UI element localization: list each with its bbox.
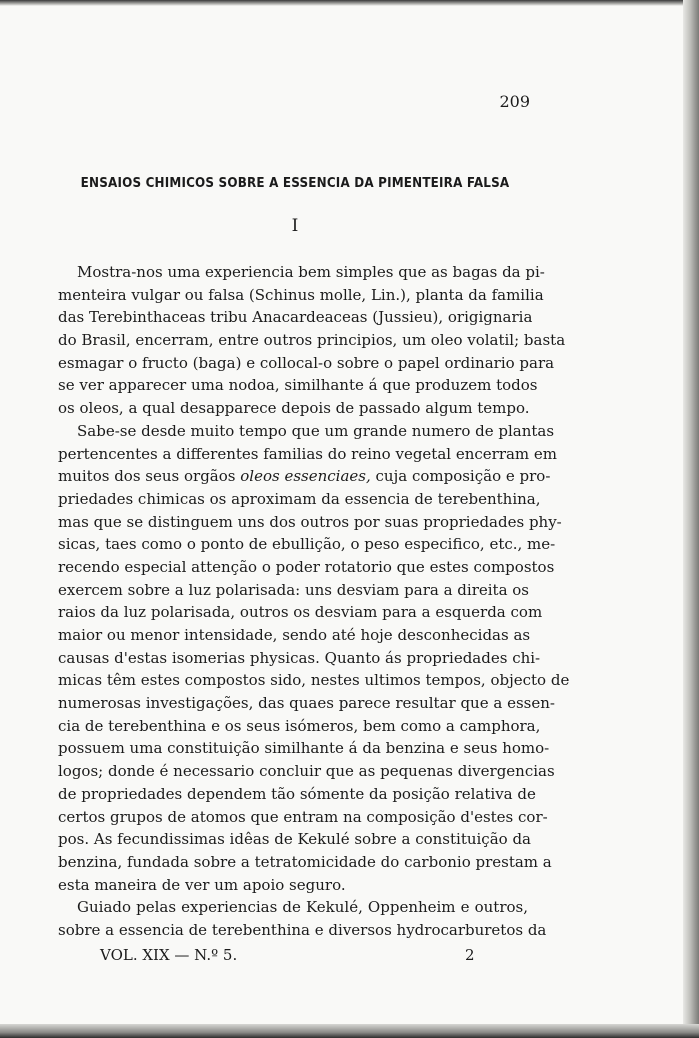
text-line: cia de terebenthina e os seus isómeros, bem como a camphora, (58, 716, 541, 735)
page-number: 209 (499, 92, 530, 111)
section-numeral: I (291, 216, 299, 236)
text-line: menteira vulgar ou falsa (Schinus molle, Lin.), planta da familia (58, 285, 544, 304)
italic-term: oleos essenciaes, (240, 467, 371, 486)
text-line: raios da luz polarisada, outros os desviam para a esquerda com (58, 603, 543, 622)
text-line: Mostra-nos uma experiencia bem simples que as bagas da pi- (77, 263, 545, 281)
text-line: causas d'estas isomerias physicas. Quanto ás propriedades chi- (58, 648, 541, 667)
text-line: sicas, taes como o ponto de ebullição, o peso especifico, etc., me- (58, 535, 556, 554)
body-text (58, 261, 570, 942)
text-line: numerosas investigações, das quaes parece resultar que a essen- (58, 694, 555, 713)
page-right-edge (683, 0, 699, 1038)
signature-mark: 2 (465, 946, 475, 964)
text-line: Sabe-se desde muito tempo que um grande numero de plantas (77, 421, 555, 440)
text-line-start: muitos dos seus orgãos (58, 467, 241, 486)
text-line: esta maneira de ver um apoio seguro. (58, 875, 346, 894)
text-line: possuem uma constituição similhante á da benzina e seus homo- (58, 739, 550, 758)
text-line: os oleos, a qual desapparece depois de passado algum tempo. (58, 399, 530, 418)
text-line: mas que se distinguem uns dos outros por suas propriedades phy- (58, 512, 562, 531)
text-line: de propriedades dependem tão sómente da posição relativa de (58, 784, 536, 803)
text-line: das Terebinthaceas tribu Anacardeaceas (Jussieu), origignaria (58, 308, 533, 327)
text-line: Guiado pelas experiencias de Kekulé, Oppenheim e outros, (77, 898, 528, 917)
text-line: pertencentes a differentes familias do reino vegetal encerram em (58, 444, 558, 463)
article-title: ENSAIOS CHIMICOS SOBRE A ESSENCIA DA PIMENTEIRA FALSA (80, 176, 510, 191)
text-line: pos. As fecundissimas idêas de Kekulé sobre a constituição da (58, 830, 531, 849)
text-line: certos grupos de atomos que entram na composição d'estes cor- (58, 807, 548, 826)
text-line: exercem sobre a luz polarisada: uns desviam para a direita os (58, 580, 530, 599)
text-line (58, 465, 551, 488)
page-bottom-edge (0, 1024, 699, 1038)
text-line: se ver apparecer uma nodoa, similhante á que produzem todos (58, 376, 538, 395)
text-line: sobre a essencia de terebenthina e diversos hydrocarburetos da (58, 920, 547, 939)
text-line: logos; donde é necessario concluir que as pequenas divergencias (58, 762, 555, 781)
volume-number: VOL. XIX — N.º 5. (100, 946, 238, 964)
text-line: do Brasil, encerram, entre outros principios, um oleo volatil; basta (58, 331, 566, 350)
text-line: recendo especial attenção o poder rotatorio que estes compostos (58, 557, 555, 576)
text-line: priedades chimicas os aproximam da essencia de terebenthina, (58, 489, 541, 508)
text-line: micas têm estes compostos sido, nestes ultimos tempos, objecto de (58, 671, 570, 690)
text-line: benzina, fundada sobre a tetratomicidade do carbonio prestam a (58, 852, 552, 871)
text-line: maior ou menor intensidade, sendo até hoje desconhecidas as (58, 626, 531, 644)
text-line: esmagar o fructo (baga) e collocal-o sobre o papel ordinario para (58, 353, 555, 372)
page-top-edge (0, 0, 699, 6)
text-line-end: cuja composição e pro- (370, 467, 551, 486)
